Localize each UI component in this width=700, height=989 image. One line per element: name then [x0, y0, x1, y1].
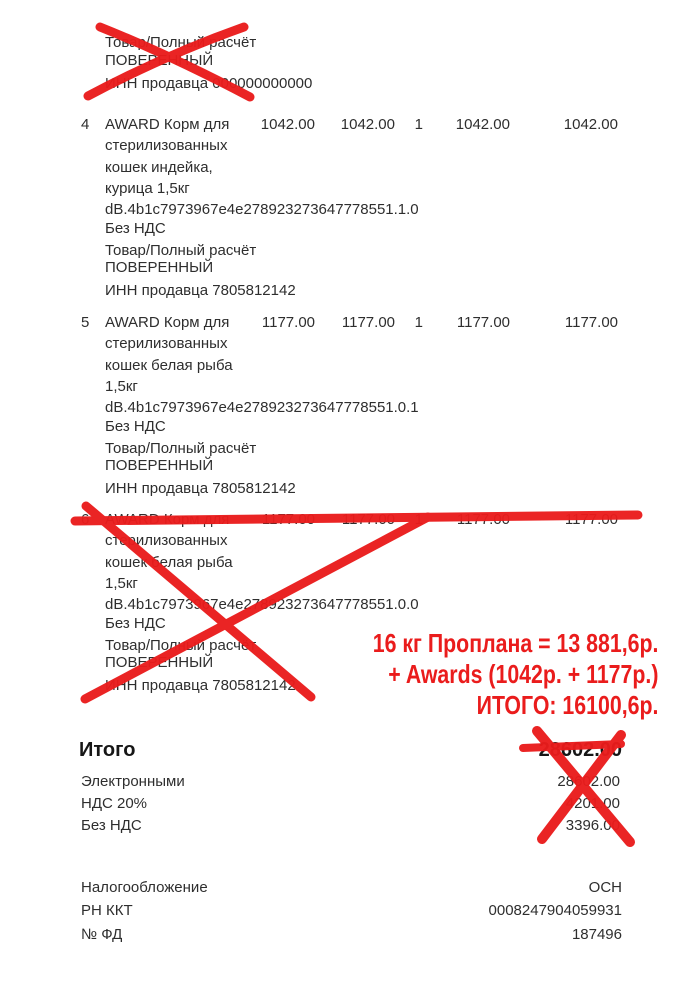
item-agent: ПОВЕРЕННЫЙ: [105, 654, 214, 671]
partial-item-payment-type: Товар/Полный расчёт: [105, 34, 257, 51]
item-total: 1177.00: [564, 511, 618, 528]
item-name-line: AWARD Корм для: [105, 314, 230, 331]
item-vat: Без НДС: [105, 418, 166, 435]
item-sum2: 1042.00: [455, 116, 510, 133]
item-name-line: стерилизованных: [105, 137, 228, 155]
kkt-reg-label: РН ККТ: [81, 902, 133, 919]
fd-number-label: № ФД: [81, 926, 123, 943]
item-qty: 1: [414, 511, 423, 528]
item-number: 4: [81, 116, 90, 133]
kkt-reg-value: 0008247904059931: [488, 902, 622, 919]
item-number: 5: [81, 314, 90, 331]
vat-row-value: 4201.00: [565, 795, 620, 812]
item-name-line: кошек белая рыба: [105, 553, 233, 571]
item-qty: 1: [414, 116, 423, 133]
item-price: 1177.00: [261, 314, 315, 331]
taxation-label: Налогообложение: [81, 879, 208, 896]
item-seller-inn: ИНН продавца 7805812142: [105, 480, 296, 497]
item-name-line: AWARD Корм для: [105, 511, 230, 528]
item-sum2: 1177.00: [456, 511, 510, 528]
item-marking-code: dB.4b1c7973967e4e278923273647778551.1.0: [105, 201, 419, 218]
item-sum: 1177.00: [341, 511, 395, 528]
vat-row-label: НДС 20%: [81, 795, 148, 812]
item-name-line: кошек индейка,: [105, 158, 213, 176]
item-payment-type: Товар/Полный расчёт: [105, 637, 257, 654]
item-price: 1177.00: [261, 511, 315, 528]
fd-number-value: 187496: [571, 926, 622, 943]
item-name-line: курица 1,5кг: [105, 179, 190, 197]
taxation-value: ОСН: [588, 879, 622, 896]
item-name-line: AWARD Корм для: [105, 116, 230, 133]
red-annotation-note: [310, 628, 658, 721]
item-sum: 1177.00: [341, 314, 395, 331]
item-name-line: стерилизованных: [105, 532, 228, 550]
item-number: 6: [81, 511, 90, 528]
item-sum: 1042.00: [340, 116, 395, 133]
item-marking-code: dB.4b1c7973967e4e278923273647778551.0.0: [105, 596, 419, 613]
annotation-line: ИТОГО: 16100,6р.: [476, 690, 658, 720]
item-total: 1177.00: [564, 314, 618, 331]
partial-item-seller-inn: ИНН продавца 000000000000: [105, 75, 313, 92]
item-name-line: кошек белая рыба: [105, 356, 233, 374]
item-qty: 1: [414, 314, 423, 331]
item-marking-code: dB.4b1c7973967e4e278923273647778551.0.1: [105, 399, 419, 416]
item-name: [105, 312, 250, 397]
item-vat: Без НДС: [105, 220, 166, 237]
item-name: [105, 114, 250, 199]
item-name: [105, 509, 250, 594]
payment-row-label: Электронными: [81, 773, 185, 790]
item-agent: ПОВЕРЕННЫЙ: [105, 457, 214, 474]
receipt-item-5: [0, 314, 700, 504]
item-name-line: 1,5кг: [105, 574, 138, 592]
payment-row-value: 28602.00: [557, 773, 620, 790]
receipt-item-4: [0, 116, 700, 306]
total-value: 28602.00: [538, 739, 622, 761]
partial-item-agent: ПОВЕРЕННЫЙ: [105, 52, 214, 69]
no-vat-row-label: Без НДС: [81, 817, 142, 834]
item-total: 1042.00: [563, 116, 618, 133]
annotation-line: + Awards (1042р. + 1177р.): [387, 659, 658, 689]
item-payment-type: Товар/Полный расчёт: [105, 440, 257, 457]
item-payment-type: Товар/Полный расчёт: [105, 242, 257, 259]
item-seller-inn: ИНН продавца 7805812142: [105, 282, 296, 299]
item-name-line: стерилизованных: [105, 335, 228, 353]
item-price: 1042.00: [260, 116, 315, 133]
item-sum2: 1177.00: [456, 314, 510, 331]
item-seller-inn: ИНН продавца 7805812142: [105, 677, 296, 694]
item-name-line: 1,5кг: [105, 377, 138, 395]
item-agent: ПОВЕРЕННЫЙ: [105, 259, 214, 276]
total-label: Итого: [79, 739, 136, 761]
item-vat: Без НДС: [105, 615, 166, 632]
no-vat-row-value: 3396.00: [565, 817, 620, 834]
annotation-line: 16 кг Проплана = 13 881,6р.: [372, 628, 658, 658]
